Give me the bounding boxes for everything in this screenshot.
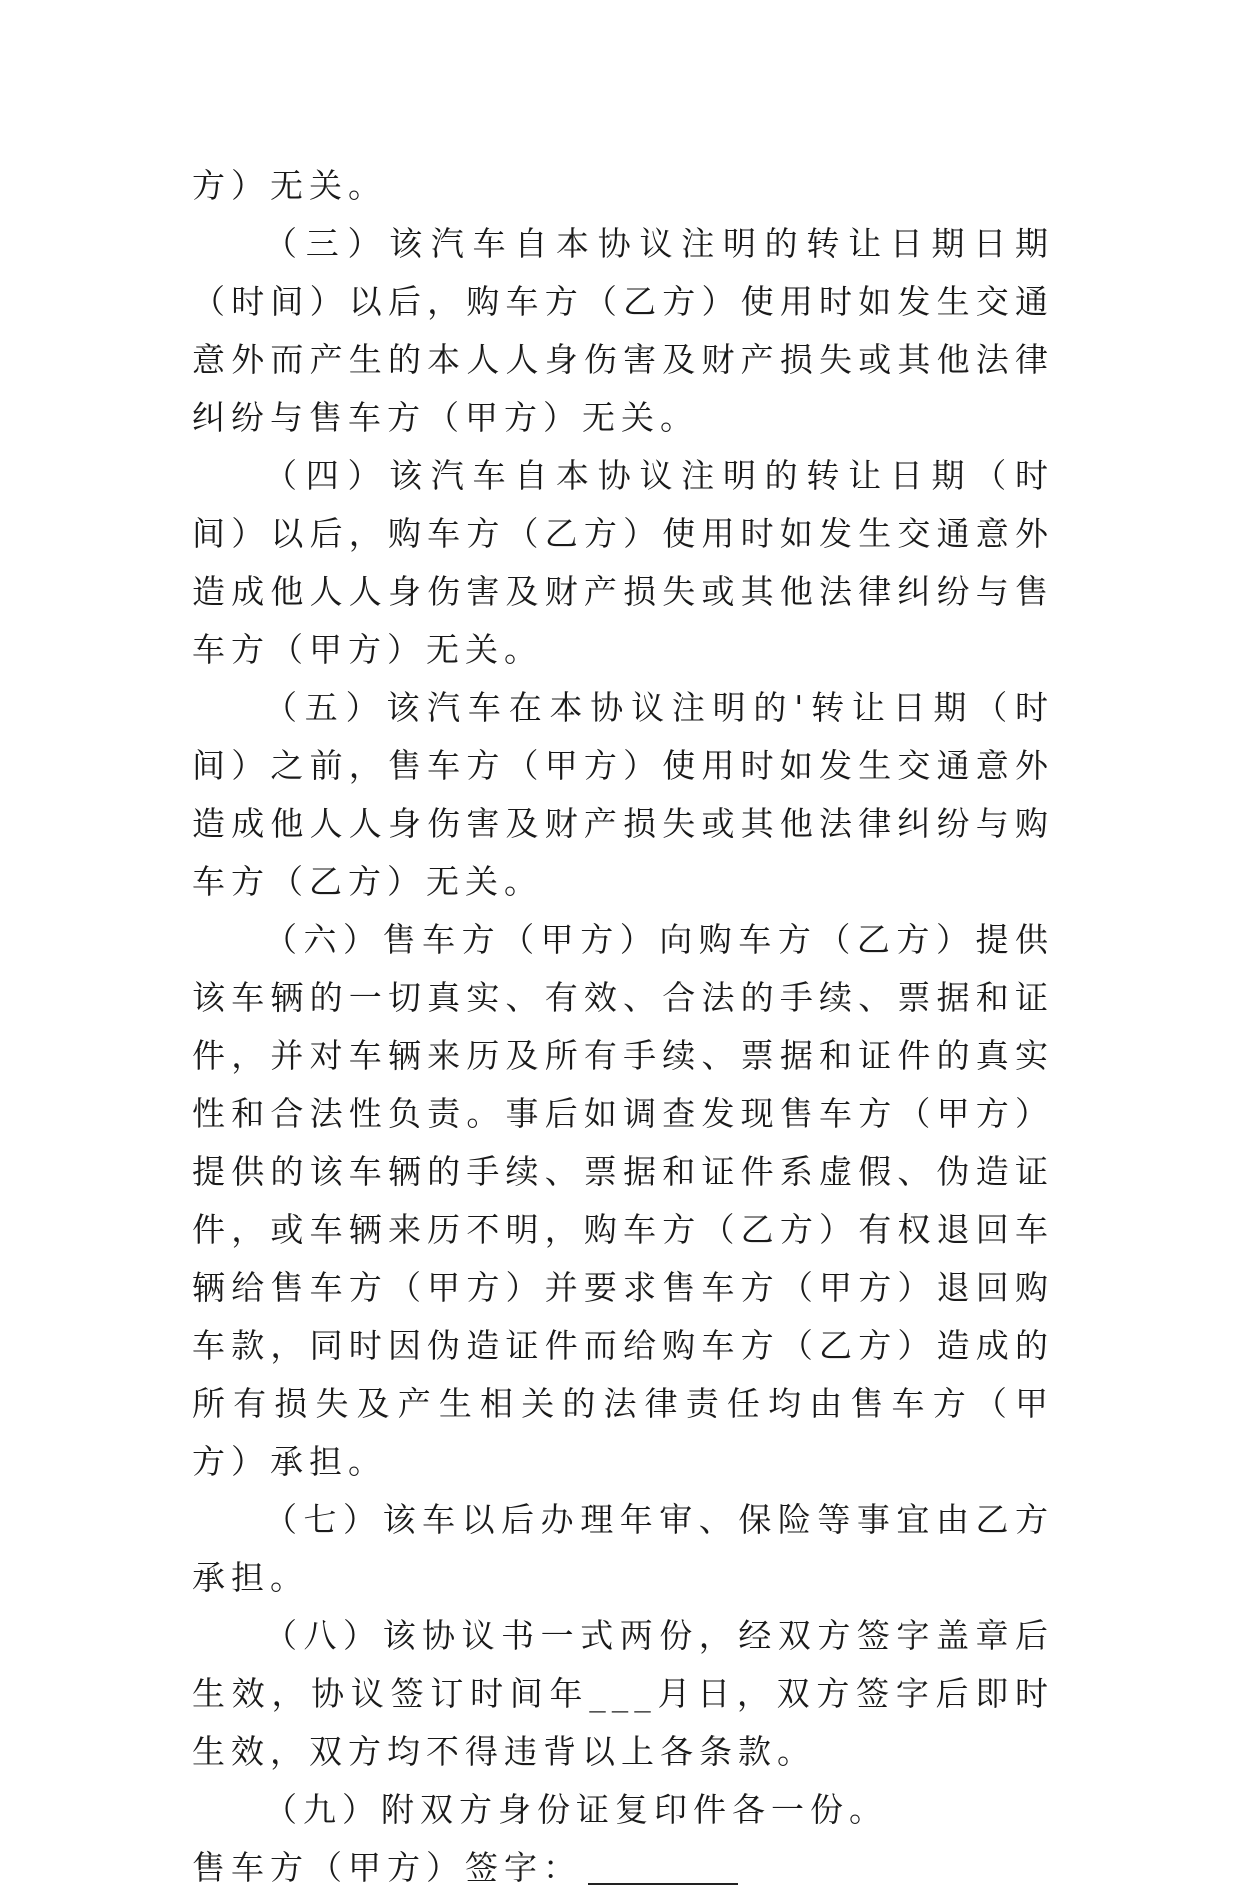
seller-signature-line [192,1839,1054,1897]
clause-7: （七）该车以后办理年审、保险等事宜由乙方承担。 [192,1500,1054,1597]
clause-3: （三）该汽车自本协议注明的转让日期日期（时间）以后，购车方（乙方）使用时如发生交通意外而产生的本人人身伤害及财产损失或其他法律纠纷与售车方（甲方）无关。 [192,224,1054,437]
clause-5: （五）该汽车在本协议注明的'转让日期（时间）之前，售车方（甲方）使用时如发生交通意外造成他人人身伤害及财产损失或其他法律纠纷与购车方（乙方）无关。 [192,688,1054,901]
paragraph-continuation: 方）无关。 [192,166,387,205]
clause-6: （六）售车方（甲方）向购车方（乙方）提供该车辆的一切真实、有效、合法的手续、票据和证件，并对车辆来历及所有手续、票据和证件的真实性和合法性负责。事后如调查发现售车方（甲方）提供的该车辆的手续、票据和证件系虚假、伪造证件，或车辆来历不明，购车方（乙方）有权退回车辆给售车方（甲方）并要求售车方（甲方）退回购车款，同时因伪造证件而给购车方（乙方）造成的所有损失及产生相关的法律责任均由售车方（甲方）承担。 [192,920,1054,1481]
signature-blank [588,1883,738,1885]
document-body [192,157,1054,1897]
clause-9: （九）附双方身份证复印件各一份。 [264,1790,888,1829]
clause-4: （四）该汽车自本协议注明的转让日期（时间）以后，购车方（乙方）使用时如发生交通意外造成他人人身伤害及财产损失或其他法律纠纷与售车方（甲方）无关。 [192,456,1054,669]
seller-signature-label: 售车方（甲方）签字： [192,1848,582,1887]
clause-8: （八）该协议书一式两份，经双方签字盖章后生效，协议签订时间年___月日，双方签字后即时生效，双方均不得违背以上各条款。 [192,1616,1054,1771]
